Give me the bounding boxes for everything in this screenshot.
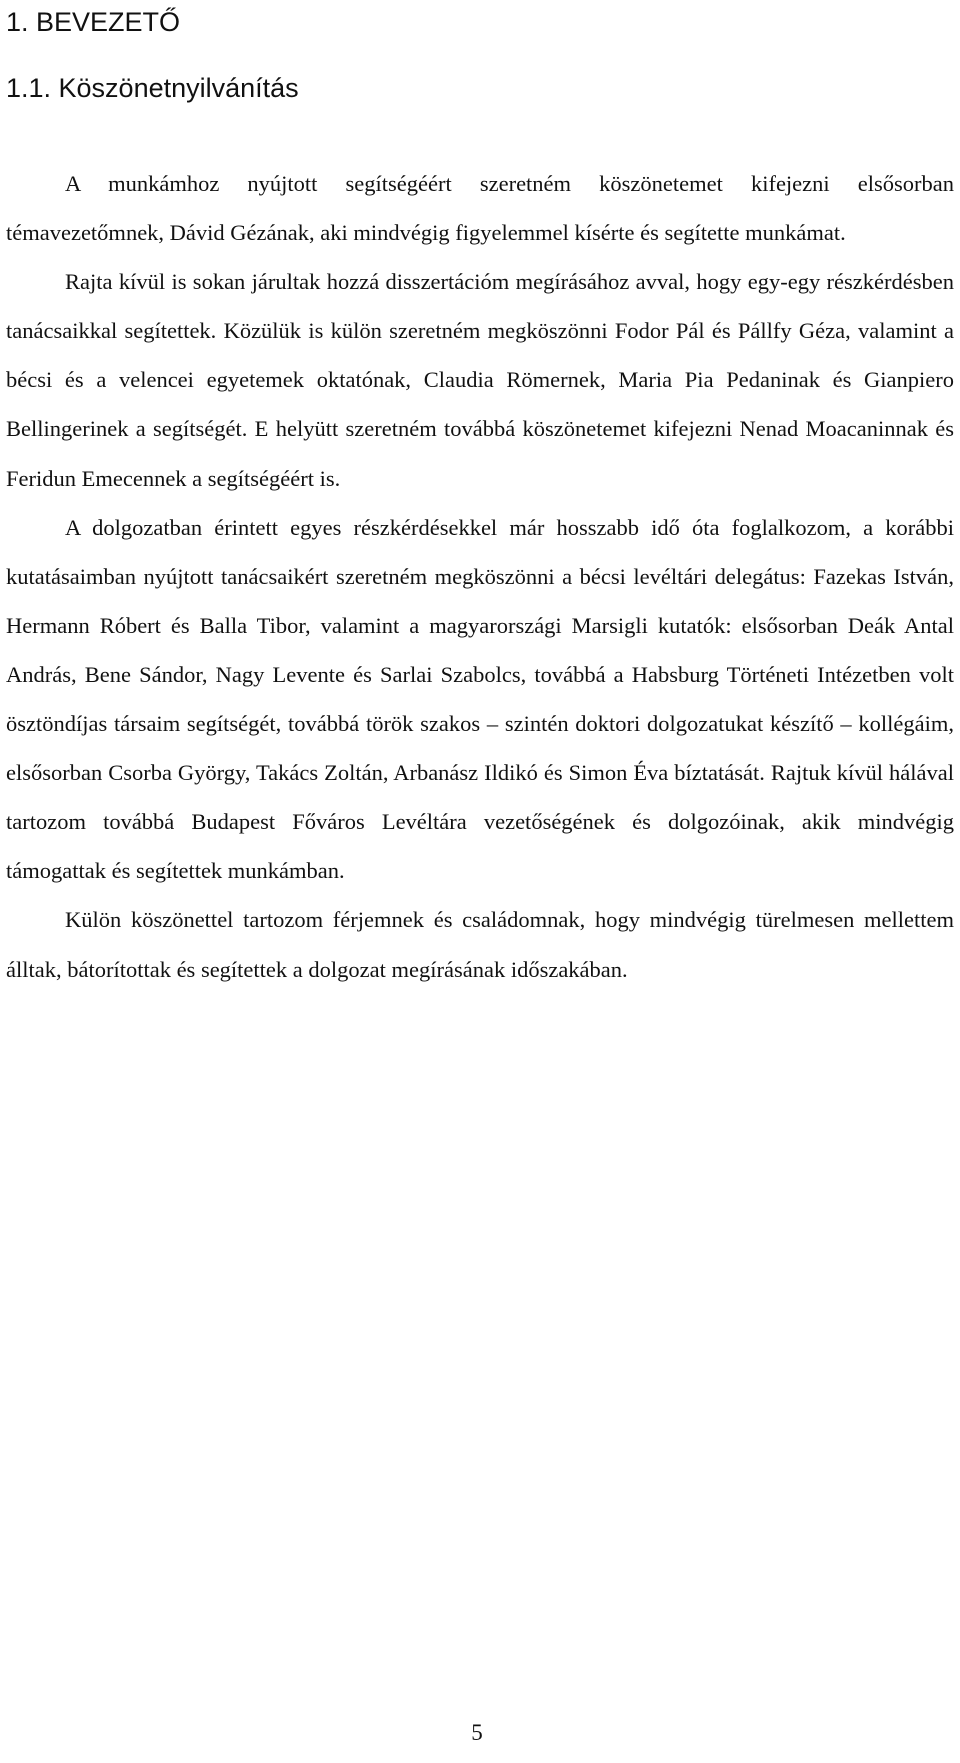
paragraph-acknowledgement-supervisor: A munkámhoz nyújtott segítségéért szeretném köszönetemet kifejezni elsősorban témavezetőmnek, Dávid Gézának, aki mindvégig figyelemmel kísérte és segítette munkámat. [6, 171, 954, 246]
section-heading: 1.1. Köszönetnyilvánítás [6, 73, 299, 103]
paragraph-acknowledgement-colleagues: A dolgozatban érintett egyes részkérdésekkel már hosszabb idő óta foglalkozom, a korábbi kutatásaimban nyújtott tanácsaikért szeretném megköszönni a bécsi levéltári delegátus: Fazekas István, Hermann Róbert és Balla Tibor, valamint a magyarországi Marsigli kutatók: elsősorban Deák Antal András, Bene Sándor, Nagy Levente és Sarlai Szabolcs, továbbá a Habsburg Történeti Intézetben volt ösztöndíjas társaim segítségét, továbbá török szakos – szintén doktori dolgozatukat készítő – kollégáim, elsősorban Csorba György, Takács Zoltán, Arbanász Ildikó és Simon Éva bíztatását. Rajtuk kívül hálával tartozom továbbá Budapest Főváros Levéltára vezetőségének és dolgozóinak, akik mindvégig támogattak és segítettek munkámban. [6, 514, 954, 884]
body-text [6, 159, 954, 994]
page-number: 5 [471, 1720, 483, 1745]
paragraph-acknowledgement-family: Külön köszönettel tartozom férjemnek és családomnak, hogy mindvégig türelmesen mellettem álltak, bátorítottak és segítettek a dolgozat megírásának időszakában. [6, 907, 954, 982]
chapter-heading: 1. BEVEZETŐ [6, 7, 181, 37]
paragraph-acknowledgement-advisors: Rajta kívül is sokan járultak hozzá disszertációm megírásához avval, hogy egy-egy részkérdésben tanácsaikkal segítettek. Közülük is külön szeretném megköszönni Fodor Pál és Pállfy Géza, valamint a bécsi és a velencei egyetemek oktatónak, Claudia Römernek, Maria Pia Pedaninak és Gianpiero Bellingerinek a segítségét. E helyütt szeretném továbbá köszönetemet kifejezni Nenad Moacaninnak és Feridun Emecennek a segítségéért is. [6, 269, 954, 491]
